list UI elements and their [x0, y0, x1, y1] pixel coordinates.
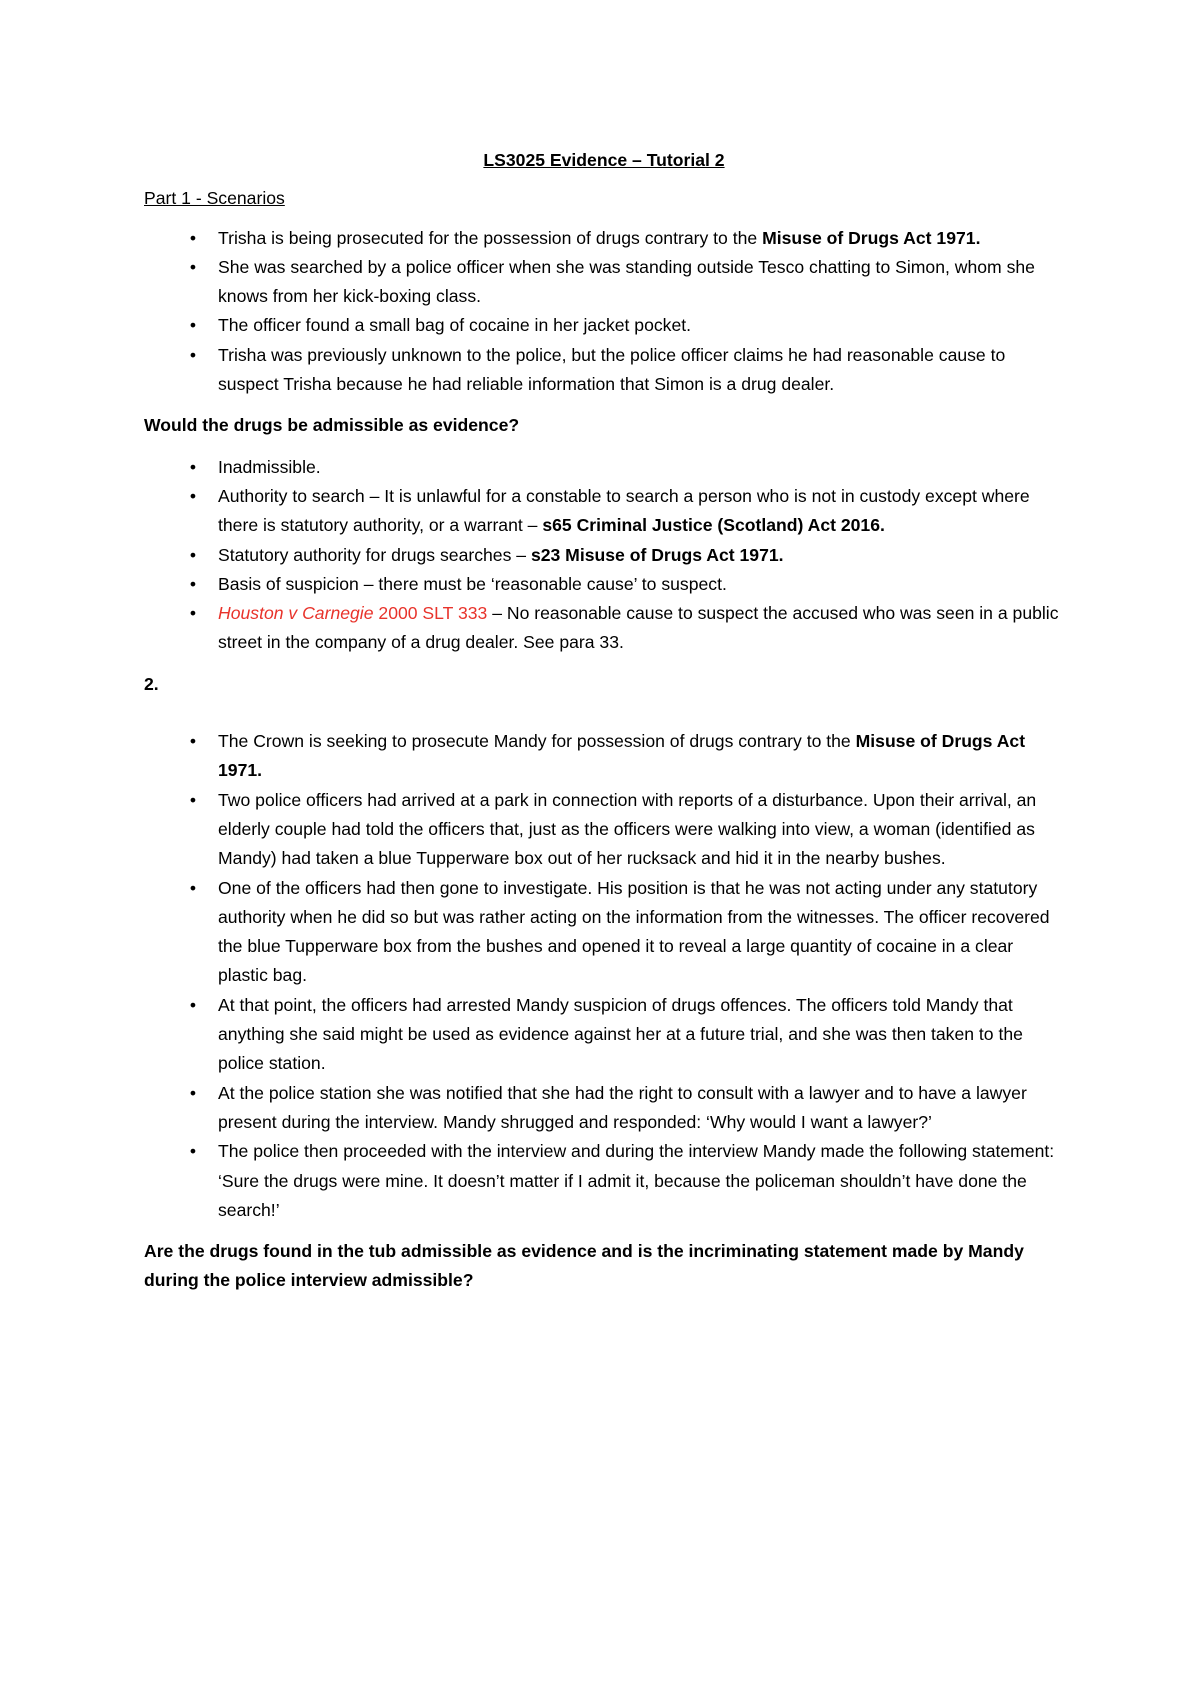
- case-citation: 2000 SLT 333: [373, 603, 488, 624]
- scenario-1-facts-list: [144, 224, 1064, 400]
- bullet-icon: •: [189, 485, 197, 506]
- bullet-icon: •: [189, 315, 197, 336]
- bullet-icon: •: [189, 544, 197, 565]
- list-item: • Trisha was previously unknown to the police, but the police officer claims he had reasonable cause to suspect Trisha because he had reliable information that Simon is a drug dealer.: [144, 341, 1064, 400]
- scenario-2-facts-list: [144, 727, 1064, 1225]
- scenario-1-question: Would the drugs be admissible as evidence?: [144, 415, 520, 436]
- list-item: • The police then proceeded with the interview and during the interview Mandy made the following statement: ‘Sure the drugs were mine. It doesn’t matter if I admit it, because the policeman shouldn’t have done the search!’: [144, 1137, 1064, 1225]
- bullet-icon: •: [189, 344, 197, 365]
- bullet-icon: •: [189, 731, 197, 752]
- list-item: • Two police officers had arrived at a park in connection with reports of a disturbance. Upon their arrival, an elderly couple had told the officers that, just as the officers were walking into view, a woman (identified as Mandy) had taken a blue Tupperware box out of her rucksack and hid it in the nearby bushes.: [144, 786, 1064, 874]
- bullet-icon: •: [189, 227, 197, 248]
- bullet-icon: •: [189, 994, 197, 1015]
- scenario-1-answer-list: [144, 453, 1064, 658]
- bullet-icon: •: [189, 256, 197, 277]
- list-item: • The Crown is seeking to prosecute Mandy for possession of drugs contrary to the Misuse of Drugs Act 1971.: [144, 727, 1064, 786]
- list-item: • The officer found a small bag of cocaine in her jacket pocket.: [144, 311, 1064, 340]
- list-item: • One of the officers had then gone to investigate. His position is that he was not acting under any statutory authority when he did so but was rather acting on the information from the witnesses. The officer recovered the blue Tupperware box from the bushes and opened it to reveal a large quantity of cocaine in a clear plastic bag.: [144, 874, 1064, 991]
- scenario-2-question: Are the drugs found in the tub admissible as evidence and is the incriminating statement made by Mandy during the police interview admissible?: [144, 1241, 1024, 1291]
- bullet-icon: •: [189, 573, 197, 594]
- bullet-icon: •: [189, 877, 197, 898]
- list-item: • Inadmissible.: [144, 453, 1064, 482]
- document-title: LS3025 Evidence – Tutorial 2: [483, 150, 725, 170]
- case-name: Houston v Carnegie: [218, 603, 374, 624]
- list-item: • Trisha is being prosecuted for the possession of drugs contrary to the Misuse of Drugs Act 1971.: [144, 224, 1064, 253]
- document-body: [144, 146, 1064, 1308]
- list-item: • At that point, the officers had arrested Mandy suspicion of drugs offences. The officers told Mandy that anything she said might be used as evidence against her at a future trial, and she was then taken to the police station.: [144, 991, 1064, 1079]
- bullet-icon: •: [189, 1141, 197, 1162]
- bullet-icon: •: [189, 1082, 197, 1103]
- list-item: • Statutory authority for drugs searches – s23 Misuse of Drugs Act 1971.: [144, 541, 1064, 570]
- part-1-heading: Part 1 - Scenarios: [144, 188, 285, 209]
- list-item: • At the police station she was notified that she had the right to consult with a lawyer and to have a lawyer present during the interview. Mandy shrugged and responded: ‘Why would I want a lawyer?’: [144, 1079, 1064, 1138]
- bullet-icon: •: [189, 456, 197, 477]
- list-item: • Basis of suspicion – there must be ‘reasonable cause’ to suspect.: [144, 570, 1064, 599]
- list-item: • Authority to search – It is unlawful for a constable to search a person who is not in custody except where there is statutory authority, or a warrant – s65 Criminal Justice (Scotland) Act 2016.: [144, 482, 1064, 541]
- scenario-2-number: 2.: [144, 673, 159, 694]
- bullet-icon: •: [189, 789, 197, 810]
- list-item: • She was searched by a police officer when she was standing outside Tesco chatting to Simon, whom she knows from her kick-boxing class.: [144, 253, 1064, 312]
- bullet-icon: •: [189, 603, 197, 624]
- list-item: • Houston v Carnegie 2000 SLT 333 – No reasonable cause to suspect the accused who was seen in a public street in the company of a drug dealer. See para 33.: [144, 599, 1064, 658]
